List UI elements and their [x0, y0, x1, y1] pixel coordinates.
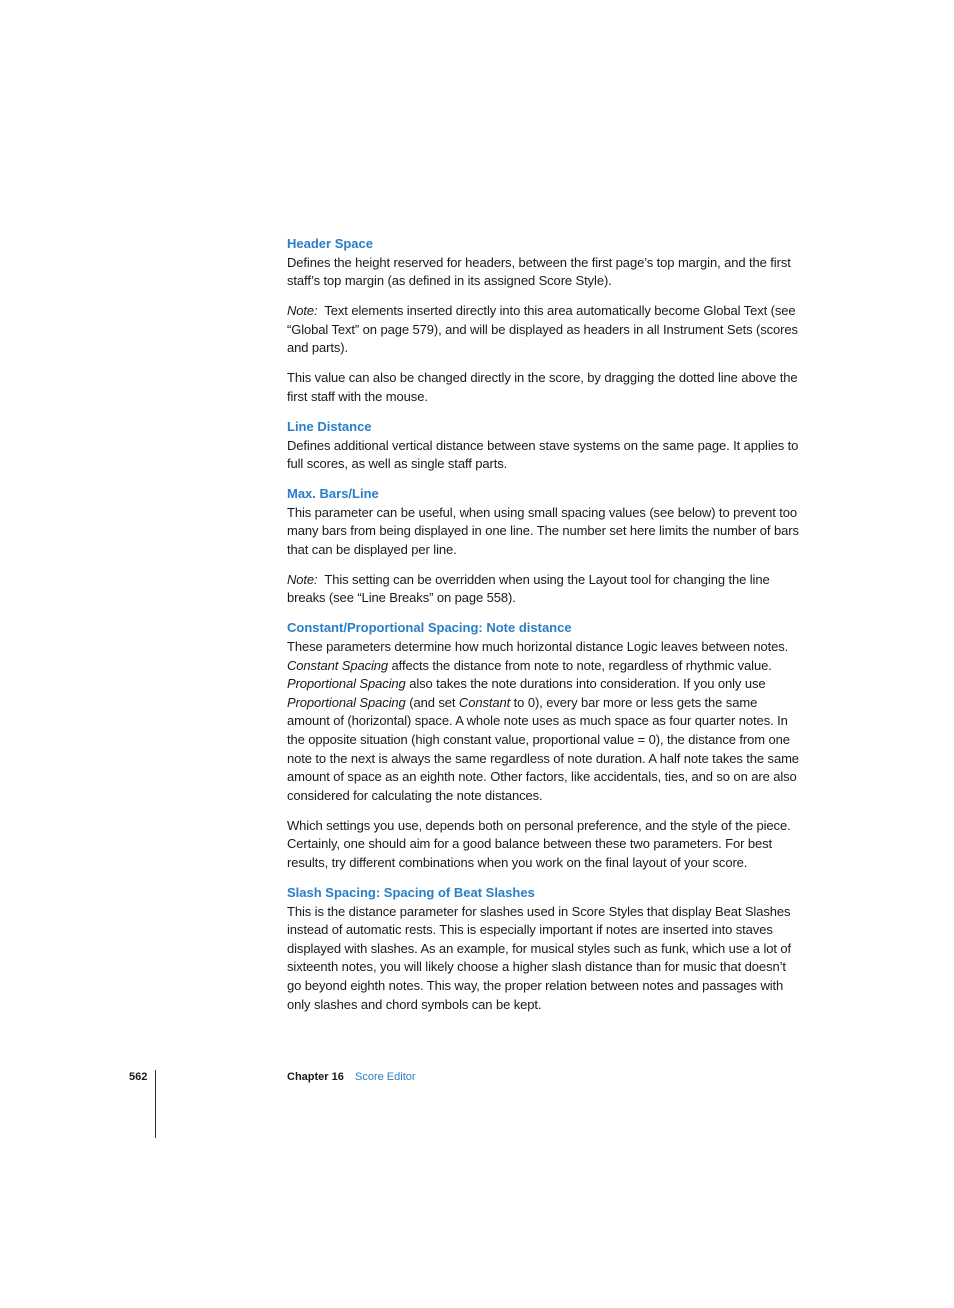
paragraph: Defines the height reserved for headers, between the first page’s top margin, and the first staff’s top margin (as defined in its assigned Score Style).: [287, 254, 791, 289]
paragraph: This is the distance parameter for slashes used in Score Styles that display Beat Slashes instead of automatic rests. This is especially important if notes are inserted into staves displayed with slashes. As an example, for musical styles such as funk, which use a lot of sixteenth notes, you will likely choose a higher slash distance than for music that doesn’t go beyond eighth notes. This way, the proper relation between notes and passages with only slashes and chord symbols can be kept.: [287, 903, 792, 1012]
text-run: These parameters determine how much horizontal distance Logic leaves between notes.: [287, 639, 789, 655]
note-paragraph: [287, 571, 799, 608]
note-paragraph: [287, 302, 799, 358]
section-heading: Slash Spacing: Spacing of Beat Slashes: [287, 884, 535, 900]
chapter-title-link[interactable]: Score Editor: [355, 1071, 416, 1083]
section-heading: Header Space: [287, 236, 373, 251]
section-header-space: [287, 235, 799, 407]
paragraph: This parameter can be useful, when using small spacing values (see below) to prevent too many bars from being displayed in one line. The number set here limits the number of bars that can be displayed per line.: [287, 504, 799, 557]
chapter-label: Chapter 16: [287, 1071, 344, 1083]
text-run: (and set: [409, 694, 456, 710]
footer-divider: [155, 1070, 156, 1138]
section-heading: Constant/Proportional Spacing: Note distance: [287, 620, 572, 636]
page-number: 562: [129, 1071, 148, 1083]
paragraph: This value can also be changed directly in the score, by dragging the dotted line above the first staff with the mouse.: [287, 370, 798, 404]
section-slash-spacing: [287, 884, 799, 1014]
paragraph: [287, 638, 799, 805]
section-heading: Line Distance: [287, 418, 372, 434]
section-constant-proportional-spacing: [287, 619, 799, 872]
note-label: Note:: [287, 303, 318, 319]
section-line-distance: [287, 418, 799, 474]
page-content: [287, 235, 799, 1025]
italic-term: Constant: [458, 694, 511, 710]
note-text: This setting can be overridden when using the Layout tool for changing the line breaks (see “Line Breaks” on page 558).: [287, 571, 770, 606]
text-run: affects the distance from note to note, regardless of rhythmic value.: [391, 657, 772, 673]
text-run: also takes the note durations into consideration. If you only use: [409, 676, 766, 692]
text-run: to 0), every bar more or less gets the same amount of (horizontal) space. A whole note uses as much space as four quarter notes. In the opposite situation (high constant value, proportional value = 0), the distance from one note to the next is always the same regardless of note duration. A half note takes the same amount of space as an eighth note. Other factors, like accidentals, ties, and so on are also considered for calculating the note distances.: [287, 694, 799, 803]
italic-term: Proportional Spacing: [287, 676, 406, 692]
note-label: Note:: [287, 571, 318, 587]
section-max-bars-line: [287, 485, 799, 608]
italic-term: Proportional Spacing: [287, 694, 406, 710]
italic-term: Constant Spacing: [287, 657, 389, 673]
section-heading: Max. Bars/Line: [287, 486, 379, 502]
paragraph: Which settings you use, depends both on personal preference, and the style of the piece. Certainly, one should aim for a good balance between these two parameters. For best results, try different combinations when you work on the final layout of your score.: [287, 817, 791, 870]
paragraph: Defines additional vertical distance between stave systems on the same page. It applies to full scores, as well as single staff parts.: [287, 437, 799, 472]
note-text: Text elements inserted directly into this area automatically become Global Text (see “Global Text” on page 579), and will be displayed as headers in all Instrument Sets (scores and parts).: [287, 303, 798, 356]
